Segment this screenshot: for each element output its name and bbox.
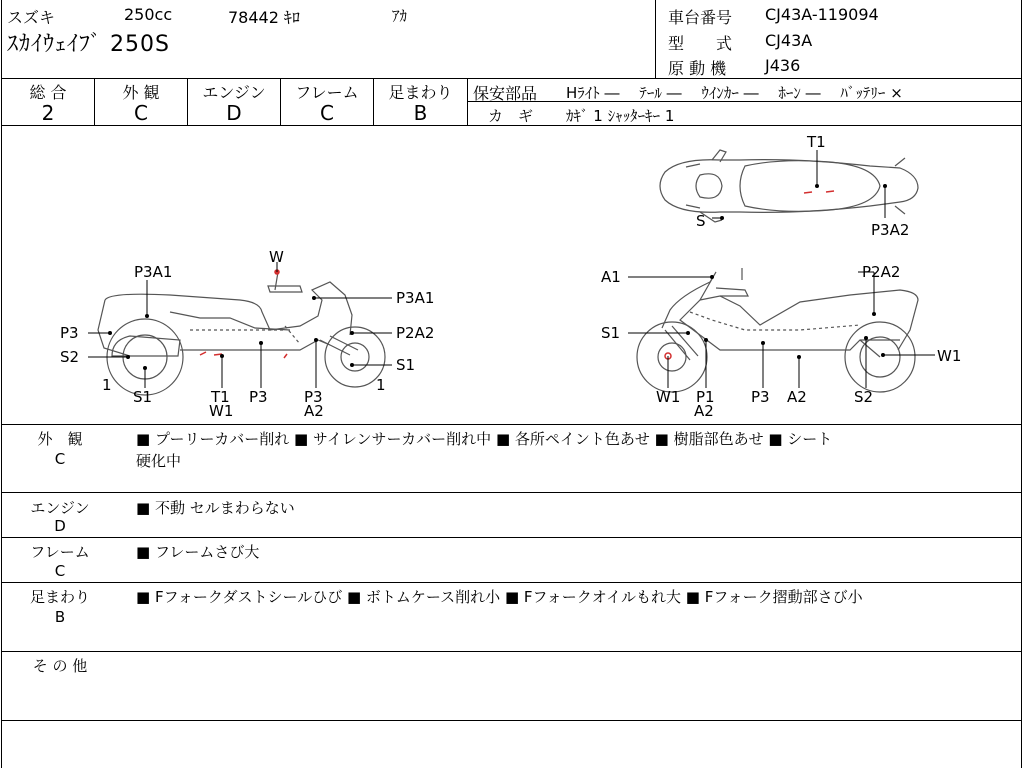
scooter-right-view	[637, 268, 918, 392]
engine-value: J436	[765, 56, 801, 75]
label-right-p3: P3	[751, 388, 770, 406]
label-left-p3: P3	[60, 324, 79, 342]
label-right-s2: S2	[854, 388, 874, 406]
label-left-p3a2-a2: A2	[304, 402, 324, 420]
remark-frame-text: ■ フレームさび大	[136, 543, 260, 561]
remark-engine-label: エンジン	[30, 499, 90, 517]
remark-suspension-grade: B	[54, 608, 66, 626]
grade-frame-label: フレーム	[295, 83, 359, 102]
remarks-top-line	[1, 424, 1022, 425]
label-left-p2a2: P2A2	[396, 324, 435, 342]
mileage: 78442 ｷﾛ	[228, 8, 300, 27]
frame-no-label: 車台番号	[668, 8, 733, 27]
remark-engine-grade: D	[54, 517, 66, 535]
safety-items: Hﾗｲﾄ ― ﾃｰﾙ ― ｳｲﾝｶｰ ― ﾎｰﾝ ― ﾊﾞｯﾃﾘｰ ×	[566, 84, 903, 102]
remark-exterior-grade: C	[54, 450, 66, 468]
label-left-p3a1-top: P3A1	[134, 263, 173, 281]
label-right-a1: A1	[601, 268, 621, 286]
label-right-a2-under-p1: A2	[694, 402, 714, 420]
leader-lines	[88, 150, 935, 388]
safety-label: 保安部品	[473, 84, 538, 103]
label-top-t1: T1	[807, 133, 826, 151]
label-left-w: W	[269, 248, 284, 266]
remark-other-label: そ の 他	[32, 657, 88, 675]
remark-suspension-text: ■ Fフォークダストシールひび ■ ボトムケース削れ小 ■ Fフォークオイルもれ大 ■ Fフォーク摺動部さび小	[136, 588, 863, 606]
label-left-s1-right: S1	[396, 356, 416, 374]
label-left-p3-bottom: P3	[249, 388, 268, 406]
label-left-1: 1	[102, 376, 112, 394]
remark-engine-text: ■ 不動 セルまわらない	[136, 499, 295, 517]
color: ｱｶ	[392, 7, 408, 25]
label-right-w1-right: W1	[937, 347, 962, 365]
remark-frame-label: フレーム	[30, 543, 90, 561]
remark-frame-grade: C	[54, 562, 66, 580]
type-label: 型 式	[668, 34, 733, 53]
label-right-s1: S1	[601, 324, 621, 342]
grade-suspension-label: 足まわり	[388, 83, 453, 102]
remark-exterior-text: ■ プーリーカバー削れ ■ サイレンサーカバー削れ中 ■ 各所ペイント色あせ ■ 樹脂部色あせ ■ シート	[136, 430, 833, 448]
grade-suspension-value: B	[413, 101, 428, 125]
damage-marks	[200, 191, 834, 359]
grade-engine-value: D	[226, 101, 242, 125]
grade-exterior-value: C	[134, 101, 148, 125]
label-right-p2a2: P2A2	[862, 263, 901, 281]
grade-overall-value: 2	[41, 101, 55, 125]
grade-frame-value: C	[320, 101, 334, 125]
label-top-p3a2: P3A2	[871, 221, 910, 239]
label-left-p3a1-right: P3A1	[396, 289, 435, 307]
label-right-p1: P1	[696, 388, 715, 406]
label-left-t1: T1	[211, 388, 230, 406]
maker: スズキ	[7, 8, 56, 27]
engine-label: 原 動 機	[668, 59, 727, 78]
scooter-left-view	[98, 272, 385, 395]
label-left-s2: S2	[60, 348, 80, 366]
label-top-s: S	[696, 212, 706, 230]
key-value: ｶｷﾞ 1 ｼｬｯﾀｰｷｰ 1	[566, 107, 675, 125]
remark-exterior-text-cont: 硬化中	[136, 452, 182, 470]
frame-no-value: CJ43A-119094	[765, 5, 879, 24]
grade-exterior-label: 外 観	[122, 83, 160, 102]
grade-overall-label: 総 合	[29, 83, 67, 102]
remark-suspension-label: 足まわり	[29, 588, 90, 606]
key-label: カ ギ	[488, 107, 534, 125]
remark-exterior-label: 外 観	[37, 430, 83, 448]
label-left-w1: W1	[209, 402, 234, 420]
label-right-w1-bottom: W1	[656, 388, 681, 406]
displacement: 250cc	[124, 5, 173, 24]
label-left-1-right: 1	[376, 376, 386, 394]
type-value: CJ43A	[765, 31, 813, 50]
label-left-s1-bottom: S1	[133, 388, 153, 406]
grade-engine-label: エンジン	[202, 83, 266, 102]
label-left-p3a2-p3: P3	[304, 388, 323, 406]
model-name: ｽｶｲｳｪｲﾌﾞ 250S	[7, 32, 170, 57]
label-right-a2: A2	[787, 388, 807, 406]
